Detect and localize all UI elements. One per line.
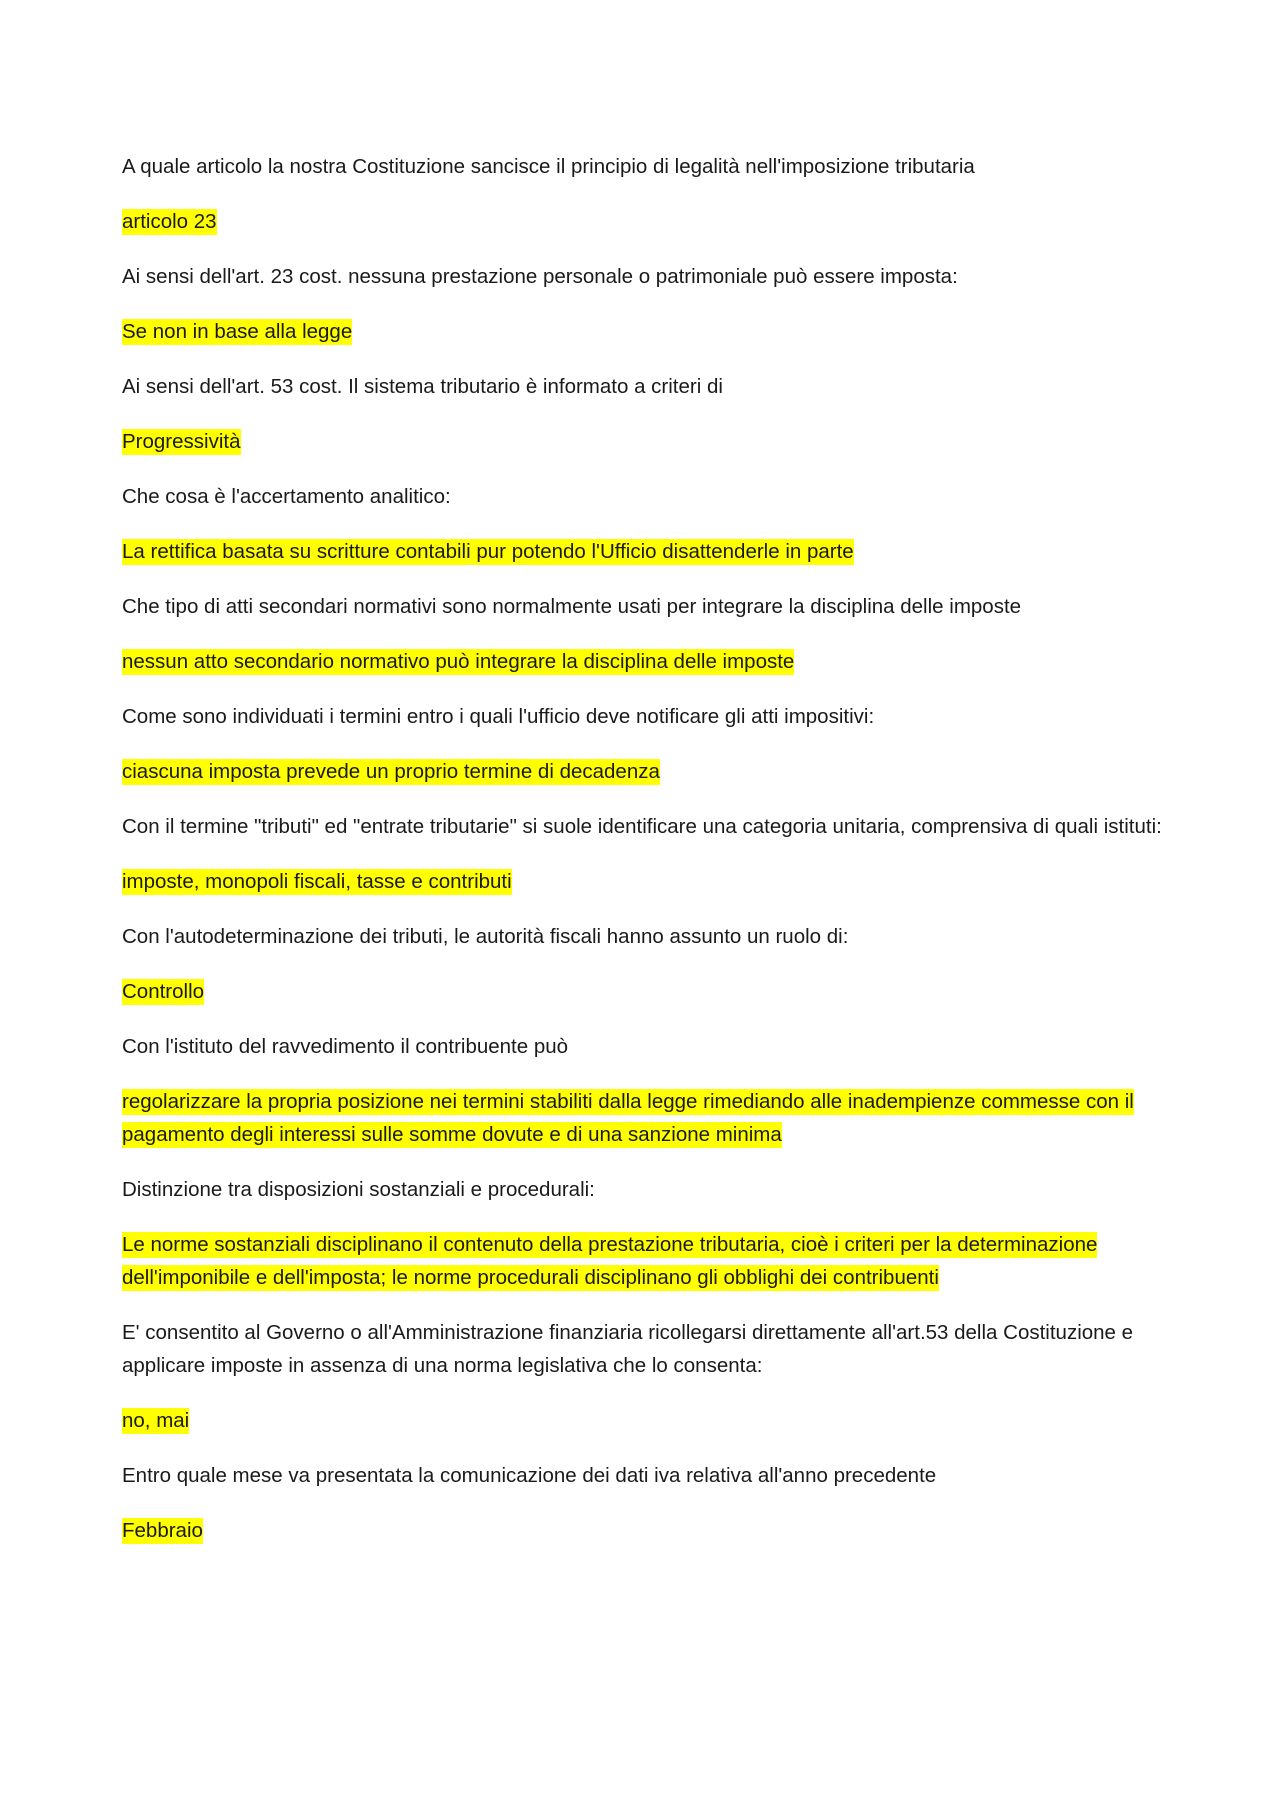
answer-text: regolarizzare la propria posizione nei termini stabiliti dalla legge rimediando alle inadempienze commesse con il pagamento degli interessi sulle somme dovute e di una sanzione minima [122, 1090, 1134, 1146]
answer-text: imposte, monopoli fiscali, tasse e contributi [122, 870, 512, 893]
question-text: Entro quale mese va presentata la comunicazione dei dati iva relativa all'anno precedente [122, 1464, 937, 1487]
question-text: Ai sensi dell'art. 23 cost. nessuna prestazione personale o patrimoniale può essere imposta: [122, 265, 958, 288]
question-text: Ai sensi dell'art. 53 cost. Il sistema tributario è informato a criteri di [122, 375, 723, 398]
qa-list [122, 150, 1172, 1569]
answer-highlight [122, 315, 1172, 348]
question-text: Che cosa è l'accertamento analitico: [122, 485, 451, 508]
answer-highlight [122, 645, 1172, 678]
answer-text: La rettifica basata su scritture contabili pur potendo l'Ufficio disattenderle in parte [122, 540, 854, 563]
question-text: A quale articolo la nostra Costituzione sancisce il principio di legalità nell'imposizione tributaria [122, 155, 975, 178]
answer-highlight [122, 425, 1172, 458]
question-text: Con l'autodeterminazione dei tributi, le autorità fiscali hanno assunto un ruolo di: [122, 925, 849, 948]
qa-item [122, 1316, 1172, 1437]
question-text: E' consentito al Governo o all'Amministrazione finanziaria ricollegarsi direttamente all'art.53 della Costituzione e applicare imposte in assenza di una norma legislativa che lo consenta: [122, 1321, 1134, 1377]
question-text: Con il termine "tributi" ed "entrate tributarie" si suole identificare una categoria unitaria, comprensiva di quali istituti: [122, 815, 1162, 838]
answer-text: nessun atto secondario normativo può integrare la disciplina delle imposte [122, 650, 795, 673]
question-text: Come sono individuati i termini entro i quali l'ufficio deve notificare gli atti impositivi: [122, 705, 875, 728]
answer-text: Progressività [122, 430, 241, 453]
qa-item [122, 590, 1172, 678]
question-text: Con l'istituto del ravvedimento il contribuente può [122, 1035, 569, 1058]
answer-highlight [122, 205, 1172, 238]
answer-text: ciascuna imposta prevede un proprio termine di decadenza [122, 760, 660, 783]
qa-item [122, 920, 1172, 1008]
answer-highlight [122, 1228, 1172, 1294]
answer-highlight [122, 865, 1172, 898]
qa-item [122, 1030, 1172, 1151]
answer-highlight [122, 1404, 1172, 1437]
answer-highlight [122, 535, 1172, 568]
qa-item [122, 700, 1172, 788]
answer-text: Le norme sostanziali disciplinano il contenuto della prestazione tributaria, cioè i criteri per la determinazione dell'imponibile e dell'imposta; le norme procedurali disciplinano gli obblighi dei contribuenti [122, 1233, 1098, 1289]
answer-highlight [122, 755, 1172, 788]
qa-item [122, 1173, 1172, 1294]
answer-highlight [122, 1085, 1172, 1151]
qa-item [122, 480, 1172, 568]
qa-item [122, 150, 1172, 238]
answer-text: Controllo [122, 980, 205, 1003]
answer-text: Febbraio [122, 1519, 203, 1542]
qa-item [122, 1459, 1172, 1547]
answer-highlight [122, 975, 1172, 1008]
qa-item [122, 260, 1172, 348]
answer-highlight [122, 1514, 1172, 1547]
answer-text: Se non in base alla legge [122, 320, 353, 343]
question-text: Che tipo di atti secondari normativi sono normalmente usati per integrare la disciplina delle imposte [122, 595, 1022, 618]
qa-item [122, 810, 1172, 898]
question-text: Distinzione tra disposizioni sostanziali e procedurali: [122, 1178, 595, 1201]
answer-text: articolo 23 [122, 210, 217, 233]
answer-text: no, mai [122, 1409, 190, 1432]
qa-item [122, 370, 1172, 458]
